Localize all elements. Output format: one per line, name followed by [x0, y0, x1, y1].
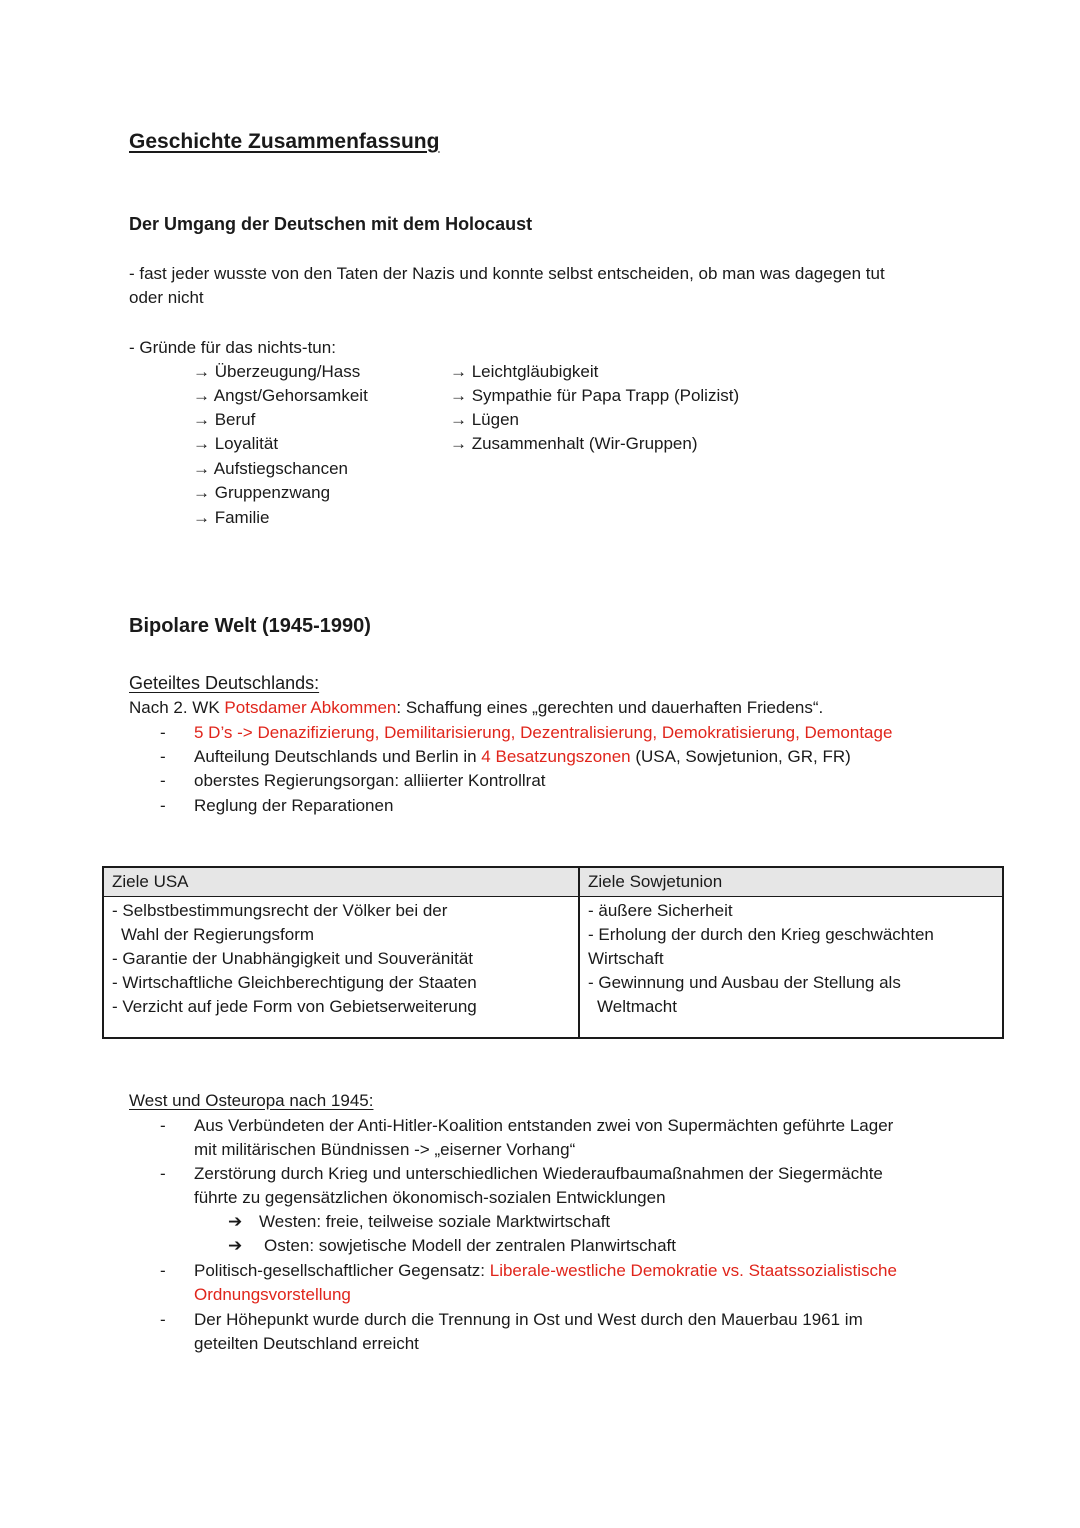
bullet-contrast-line1 [194, 1259, 897, 1283]
reason-item: → Aufstiegschancen [193, 459, 348, 478]
header-usa: Ziele USA [103, 867, 579, 897]
bullet-destruction-line2: führte zu gegensätzlichen ökonomisch-sozialen Entwicklungen [194, 1188, 666, 1207]
zones-highlight: 4 Besatzungszonen [481, 747, 631, 766]
reason-item: → Angst/Gehorsamkeit [193, 386, 368, 405]
soviet-goal-line: Weltmacht [597, 997, 677, 1016]
bullet-dash: - [160, 747, 166, 766]
usa-goal-line: - Garantie der Unabhängigkeit und Souveränität [112, 949, 474, 968]
subheading-west-east: West und Osteuropa nach 1945: [129, 1091, 374, 1110]
bullet-camps-line2: mit militärischen Bündnissen -> „eiserner Vorhang“ [194, 1140, 576, 1159]
intro-suffix: : Schaffung eines „gerechten und dauerhaften Friedens“. [396, 698, 824, 717]
intro-line [129, 696, 823, 720]
reason-item: → Lügen [450, 410, 519, 429]
goals-table [102, 866, 1004, 1039]
usa-goal-line: - Wirtschaftliche Gleichberechtigung der Staaten [112, 973, 477, 992]
bullet-destruction-line1: Zerstörung durch Krieg und unterschiedlichen Wiederaufbaumaßnahmen der Siegermächte [194, 1164, 883, 1183]
usa-goal-line: - Selbstbestimmungsrecht der Völker bei der [112, 901, 448, 920]
cell-soviet-goals [579, 897, 1003, 1039]
bullet-dash: - [160, 1116, 166, 1135]
bullet-dash: - [160, 1261, 166, 1280]
soviet-goal-line: - äußere Sicherheit [588, 901, 733, 920]
soviet-goal-line: - Gewinnung und Ausbau der Stellung als [588, 973, 901, 992]
bullet-dash: - [160, 796, 166, 815]
reason-item: → Überzeugung/Hass [193, 362, 361, 381]
bullet-contrast-line2: Ordnungsvorstellung [194, 1285, 351, 1304]
usa-goal-line: - Verzicht auf jede Form von Gebietserweiterung [112, 997, 477, 1016]
soviet-goal-line: - Erholung der durch den Krieg geschwächten [588, 925, 934, 944]
header-soviet: Ziele Sowjetunion [579, 867, 1003, 897]
reason-item: → Leichtgläubigkeit [450, 362, 599, 381]
soviet-goal-line: Wirtschaft [588, 949, 664, 968]
subheading-divided-germany: Geteiltes Deutschlands: [129, 673, 320, 693]
bullet-camps-line1: Aus Verbündeten der Anti-Hitler-Koalition entstanden zwei von Supermächten geführte Lager [194, 1116, 894, 1135]
paragraph-line: - fast jeder wusste von den Taten der Nazis und konnte selbst entscheiden, ob man was dagegen tut [129, 264, 885, 283]
contrast-highlight: Liberale-westliche Demokratie vs. Staatssozialistische [489, 1261, 897, 1280]
section-heading-holocaust: Der Umgang der Deutschen mit dem Holocaust [129, 214, 533, 234]
sub-item-east: Osten: sowjetische Modell der zentralen Planwirtschaft [264, 1236, 676, 1255]
bullet-wall-line1: Der Höhepunkt wurde durch die Trennung in Ost und West durch den Mauerbau 1961 im [194, 1310, 863, 1329]
cell-usa-goals [103, 897, 579, 1039]
contrast-prefix: Politisch-gesellschaftlicher Gegensatz: [194, 1261, 490, 1280]
bullet-reparations: Reglung der Reparationen [194, 796, 394, 815]
bullet-dash: - [160, 1310, 166, 1329]
usa-goal-line: Wahl der Regierungsform [121, 925, 315, 944]
reason-item: → Gruppenzwang [193, 483, 331, 502]
potsdam-highlight: Potsdamer Abkommen [224, 698, 397, 717]
bullet-zones [194, 745, 851, 769]
bullet-5ds: 5 D’s -> Denazifizierung, Demilitarisierung, Dezentralisierung, Demokratisierung, Demontage [194, 723, 893, 742]
intro-prefix: Nach 2. WK [129, 698, 225, 717]
bullet-dash: - [160, 771, 166, 790]
reason-item: → Familie [193, 508, 270, 527]
reason-item: → Loyalität [193, 434, 279, 453]
reason-item: → Beruf [193, 410, 256, 429]
zones-suffix: (USA, Sowjetunion, GR, FR) [630, 747, 851, 766]
reasons-heading: - Gründe für das nichts-tun: [129, 338, 336, 357]
page-title: Geschichte Zusammenfassung [129, 130, 440, 153]
reason-item: → Zusammenhalt (Wir-Gruppen) [450, 434, 698, 453]
arrow-icon: ➔ [228, 1212, 243, 1231]
zones-prefix: Aufteilung Deutschlands und Berlin in [194, 747, 482, 766]
bullet-wall-line2: geteilten Deutschland erreicht [194, 1334, 419, 1353]
reason-item: → Sympathie für Papa Trapp (Polizist) [450, 386, 740, 405]
section-heading-bipolar: Bipolare Welt (1945-1990) [129, 615, 371, 637]
paragraph-line: oder nicht [129, 288, 204, 307]
arrow-icon: ➔ [228, 1236, 243, 1255]
bullet-kontrollrat: oberstes Regierungsorgan: alliierter Kontrollrat [194, 771, 546, 790]
bullet-dash: - [160, 723, 166, 742]
bullet-dash: - [160, 1164, 166, 1183]
sub-item-west: Westen: freie, teilweise soziale Marktwirtschaft [259, 1212, 611, 1231]
